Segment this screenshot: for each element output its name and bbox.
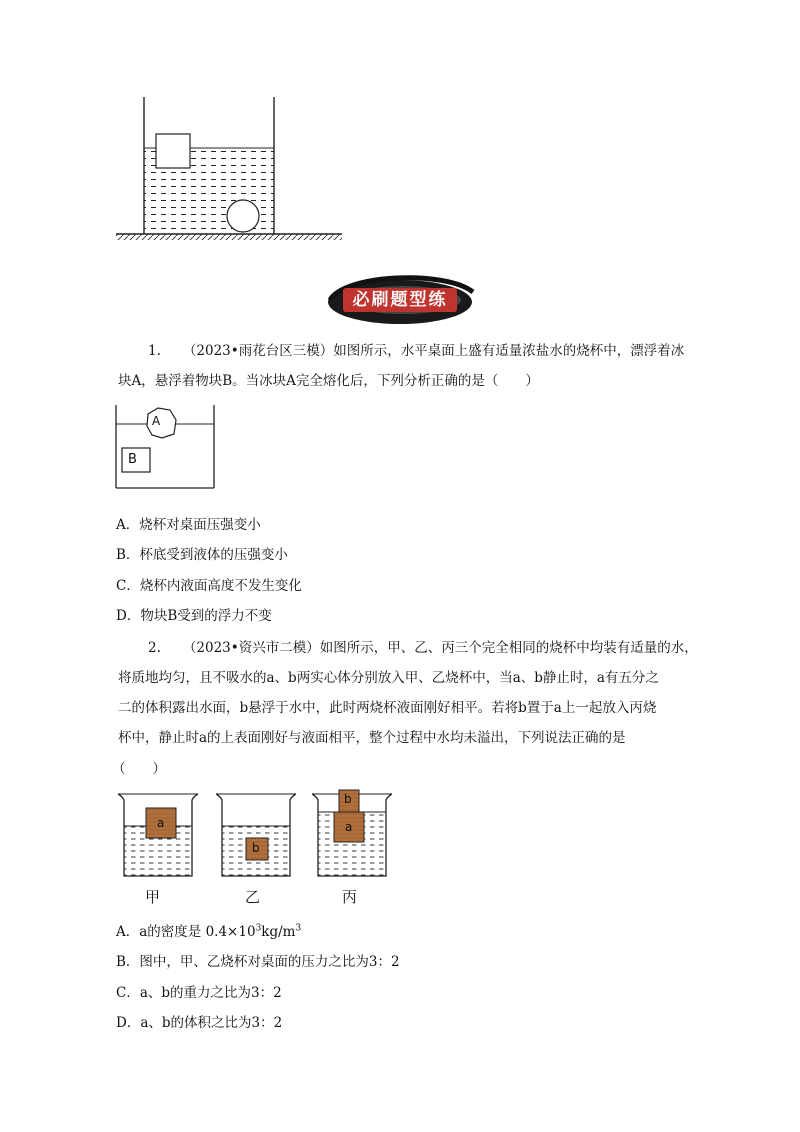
- table-hatch: [116, 234, 342, 240]
- q2-option-d[interactable]: D．a、b的体积之比为3：2: [116, 1015, 283, 1031]
- beaker-yi: [216, 794, 296, 876]
- q2-option-a-unit-exponent: 3: [295, 923, 302, 934]
- cup-label-yi: 乙: [245, 888, 261, 906]
- q2-text-3: 二的体积露出水面，b悬浮于水中，此时两烧杯液面刚好相平。若将b置于a上一起放入丙烧: [118, 700, 657, 716]
- banner-logo: [325, 270, 475, 330]
- q1-option-b[interactable]: B．杯底受到液体的压强变小: [116, 547, 288, 563]
- q1-label-b: B: [128, 452, 137, 467]
- q2-option-a-unit: kg/m: [261, 924, 296, 940]
- q1-number: 1.: [148, 343, 161, 359]
- floating-cube: [156, 134, 190, 168]
- cup-label-bing: 丙: [342, 888, 358, 906]
- top-beaker-figure: [110, 92, 350, 247]
- q2-option-a[interactable]: [116, 922, 301, 942]
- q2-text-5: （ ）: [112, 761, 166, 777]
- q1-line1: [148, 336, 748, 366]
- q1-option-c[interactable]: C．烧杯内液面高度不发生变化: [116, 578, 302, 594]
- q1-text-2: 块A，悬浮着物块B。当冰块A完全熔化后，下列分析正确的是（ ）: [118, 373, 539, 389]
- q2-block-a-label-bing: a: [345, 820, 353, 834]
- q1-option-a[interactable]: A．烧杯对桌面压强变小: [116, 517, 261, 533]
- q1-figure: [110, 400, 220, 492]
- cup-label-jia: 甲: [145, 888, 161, 906]
- q1-text-1: 如图所示，水平桌面上盛有适量浓盐水的烧杯中，漂浮着冰: [333, 343, 685, 359]
- q2-source: （2023•资兴市二模）: [182, 640, 320, 656]
- q2-block-b-label-yi: b: [252, 841, 260, 855]
- q1-option-d[interactable]: D．物块B受到的浮力不变: [116, 608, 272, 624]
- sunken-sphere: [227, 200, 259, 232]
- q2-option-a-exponent: 3: [255, 923, 262, 934]
- q2-text-1: 如图所示，甲、乙、丙三个完全相同的烧杯中均装有适量的水，: [319, 640, 698, 656]
- q2-figure: [112, 788, 412, 883]
- beaker-jia: [118, 794, 198, 876]
- q1-label-a: A: [152, 414, 161, 428]
- q2-block-b-label-bing: b: [344, 792, 352, 806]
- q2-number: 2.: [148, 640, 161, 656]
- q1-source: （2023•雨花台区三模）: [182, 343, 334, 359]
- q2-option-a-prefix: A．a的密度是 0.4×10: [116, 924, 256, 940]
- q2-option-c[interactable]: C．a、b的重力之比为3：2: [116, 985, 282, 1001]
- q2-line1: [148, 633, 768, 663]
- q2-option-b[interactable]: B．图中，甲、乙烧杯对桌面的压力之比为3：2: [116, 954, 400, 970]
- banner-text: 必刷题型练: [352, 290, 448, 310]
- q2-text-2: 将质地均匀，且不吸水的a、b两实心体分别放入甲、乙烧杯中，当a、b静止时，a有五分之: [118, 670, 659, 686]
- q2-text-4: 杯中，静止时a的上表面刚好与液面相平，整个过程中水均未溢出，下列说法正确的是: [118, 730, 626, 746]
- q2-block-a-label-jia: a: [157, 816, 165, 830]
